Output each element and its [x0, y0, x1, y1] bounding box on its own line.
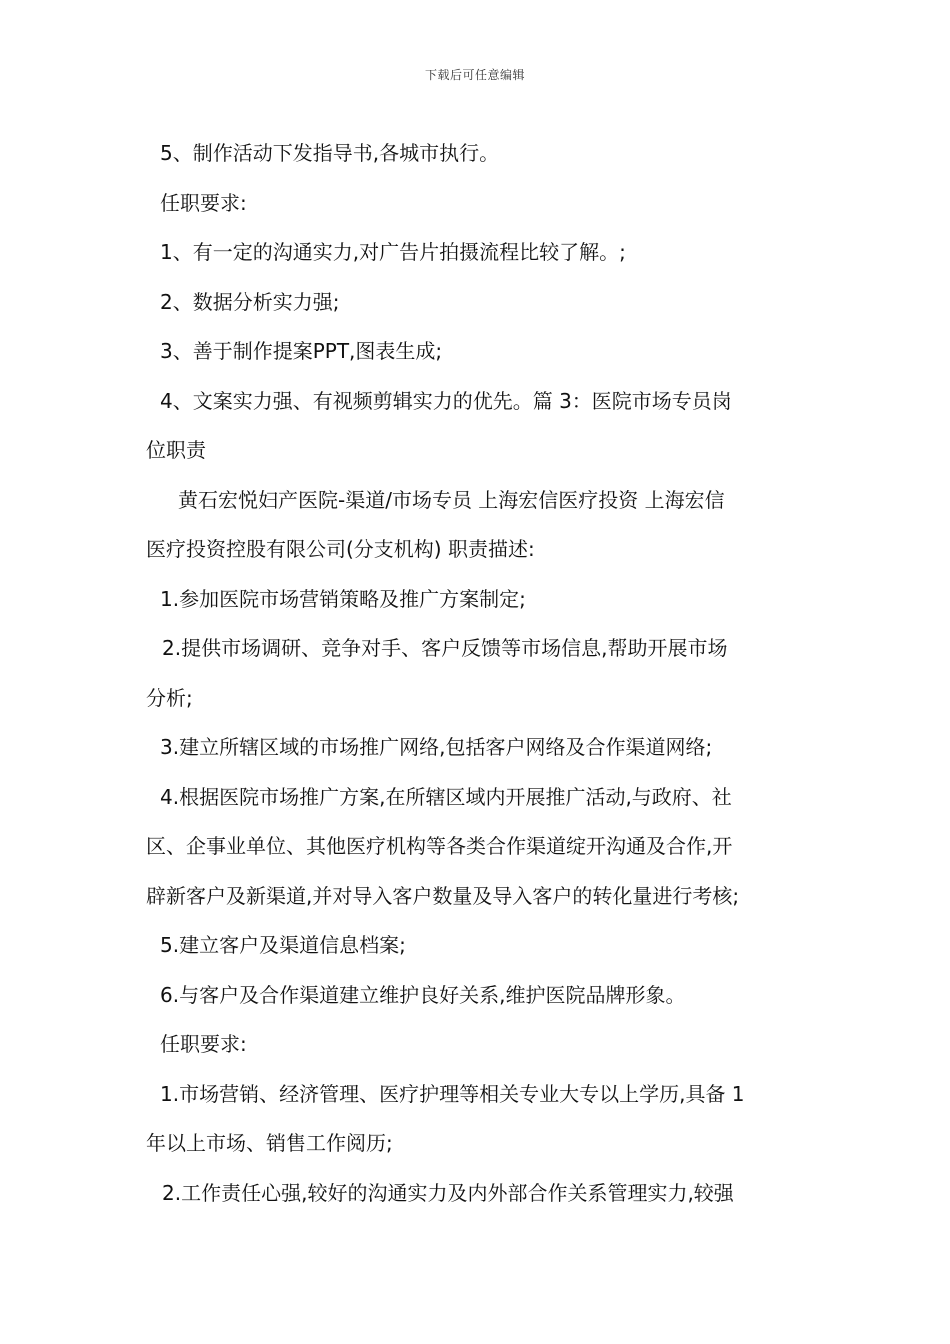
paragraph-line: 区、企事业单位、其他医疗机构等各类合作渠道绽开沟通及合作,开	[146, 834, 733, 858]
paragraph-line: 1.市场营销、经济管理、医疗护理等相关专业大专以上学历,具备 1	[160, 1081, 745, 1106]
paragraph-line: 2.提供市场调研、竞争对手、客户反馈等市场信息,帮助开展市场	[162, 636, 728, 660]
header-note: 下载后可任意编辑	[424, 68, 525, 82]
paragraph-line: 5、制作活动下发指导书,各城市执行。	[160, 141, 500, 165]
paragraph-line: 3、善于制作提案PPT,图表生成;	[160, 339, 443, 363]
paragraph-line: 位职责	[146, 438, 206, 462]
paragraph-line: 2、数据分析实力强;	[160, 289, 340, 314]
paragraph-line: 4.根据医院市场推广方案,在所辖区域内开展推广活动,与政府、社	[160, 784, 732, 809]
paragraph-line: 5.建立客户及渠道信息档案;	[160, 933, 406, 957]
paragraph-line: 年以上市场、销售工作阅历;	[146, 1131, 393, 1155]
paragraph-line: 医疗投资控股有限公司(分支机构) 职责描述:	[146, 537, 535, 561]
paragraph-line: 分析;	[146, 685, 193, 710]
paragraph-line: 黄石宏悦妇产医院-渠道/市场专员 上海宏信医疗投资 上海宏信	[178, 487, 725, 512]
paragraph-line: 3.建立所辖区域的市场推广网络,包括客户网络及合作渠道网络;	[160, 735, 713, 759]
paragraph-line: 6.与客户及合作渠道建立维护良好关系,维护医院品牌形象。	[160, 982, 686, 1007]
paragraph-line: 1、有一定的沟通实力,对广告片拍摄流程比较了解。;	[160, 240, 626, 264]
paragraph-line: 任职要求:	[160, 190, 247, 215]
paragraph-line: 辟新客户及新渠道,并对导入客户数量及导入客户的转化量进行考核;	[146, 883, 740, 908]
paragraph-line: 4、文案实力强、有视频剪辑实力的优先。篇 3：医院市场专员岗	[160, 388, 732, 413]
document-body	[146, 129, 810, 1218]
paragraph-line: 1.参加医院市场营销策略及推广方案制定;	[160, 586, 526, 611]
paragraph-line: 2.工作责任心强,较好的沟通实力及内外部合作关系管理实力,较强	[162, 1180, 734, 1205]
paragraph-line: 任职要求:	[160, 1032, 247, 1056]
